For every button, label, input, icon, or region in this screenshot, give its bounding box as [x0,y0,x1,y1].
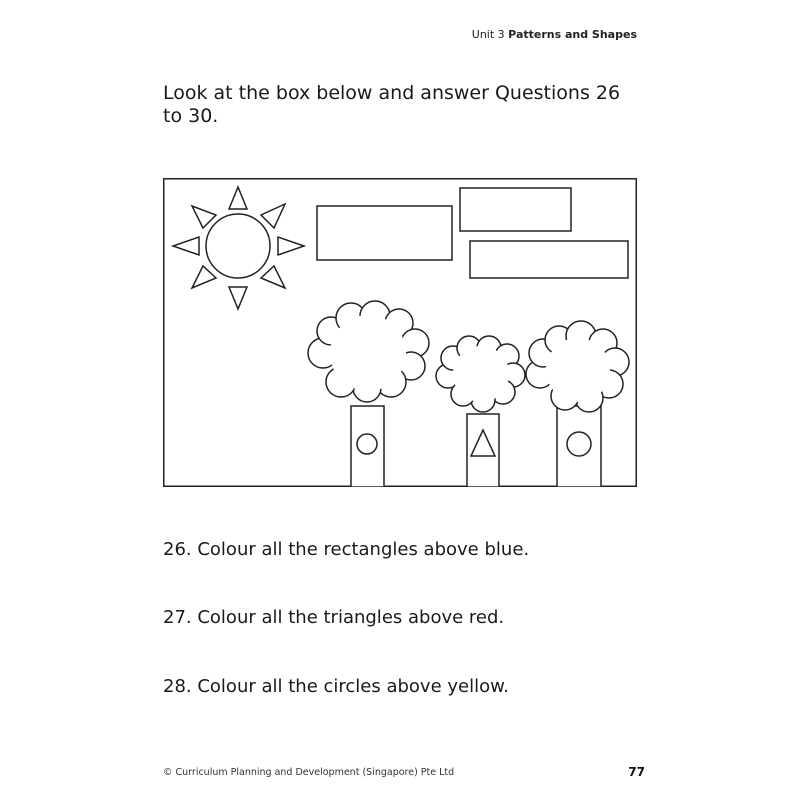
rectangle-shape [470,241,628,278]
question-26: 26. Colour all the rectangles above blue. [163,539,530,560]
instructions: Look at the box below and answer Questions 26 to 30. [163,82,621,127]
shapes-picture-box [163,178,637,487]
sun-circle [206,214,270,278]
question-27: 27. Colour all the triangles above red. [163,607,505,628]
unit-label: Unit 3 [471,28,505,41]
rectangle-shape [460,188,571,231]
trunk-circle [567,432,591,456]
page-number: 77 [628,765,645,779]
trunk-circle [357,434,377,454]
copyright-text: © Curriculum Planning and Development (Singapore) Pte Ltd [163,767,455,778]
page-header [472,28,637,41]
unit-title: Patterns and Shapes [508,28,637,41]
question-28: 28. Colour all the circles above yellow. [163,676,509,697]
rectangle-shape [317,206,452,260]
